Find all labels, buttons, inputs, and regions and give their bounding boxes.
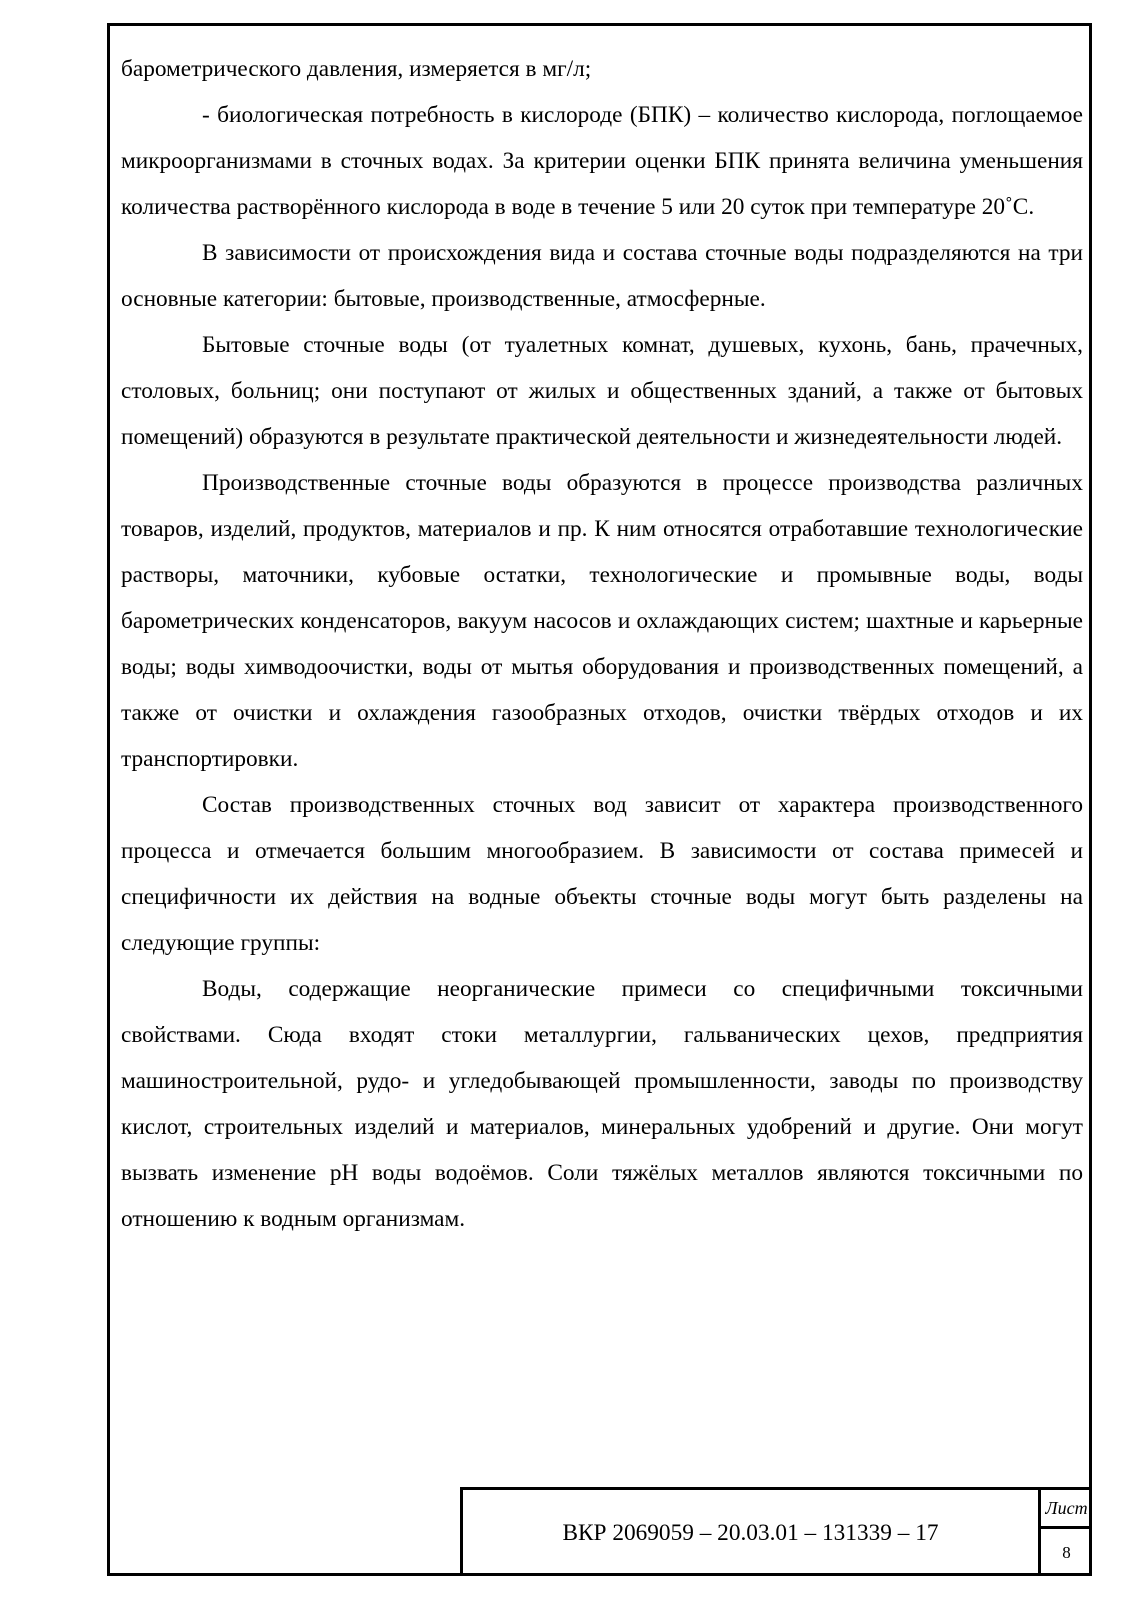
sheet-number: 8 <box>1062 1542 1071 1562</box>
paragraph: Воды, содержащие неорганические примеси со специфичными токсичными свойствами. Сюда входят стоки металлургии, гальванических цехов, предприятия машиностроительной, рудо- и угледобывающей промышленности, заводы по производству кислот, строительных изделий и материалов, минеральных удобрений и другие. Они могут вызвать изменение рН воды водоёмов. Соли тяжёлых металлов являются токсичными по отношению к водным организмам. <box>121 976 1083 1232</box>
paragraph: В зависимости от происхождения вида и состава сточные воды подразделяются на три основные категории: бытовые, производственные, атмосферные. <box>121 240 1083 312</box>
paragraph: Производственные сточные воды образуются в процессе производства различных товаров, изделий, продуктов, материалов и пр. К ним относятся отработавшие технологические растворы, маточники, кубовые остатки, технологические и промывные воды, воды барометрических конденсаторов, вакуум насосов и охлаждающих систем; шахтные и карьерные воды; воды химводоочистки, воды от мытья оборудования и производственных помещений, а также от очистки и охлаждения газообразных отходов, очистки твёрдых отходов и их транспортировки. <box>121 470 1083 772</box>
paragraph: Состав производственных сточных вод зависит от характера производственного процесса и отмечается большим многообразием. В зависимости от состава примесей и специфичности их действия на водные объекты сточные воды могут быть разделены на следующие группы: <box>121 792 1083 956</box>
sheet-label: Лист <box>1041 1490 1092 1529</box>
document-code: ВКР 2069059 – 20.03.01 – 131339 – 17 <box>562 1519 939 1546</box>
title-block-stamp <box>460 1487 1092 1576</box>
body-text <box>121 46 1083 1242</box>
sheet-cell <box>1038 1490 1092 1576</box>
paragraph: - биологическая потребность в кислороде (БПК) – количество кислорода, поглощаемое микроорганизмами в сточных водах. За критерии оценки БПК принята величина уменьшения количества растворённого кислорода в воде в течение 5 или 20 суток при температуре 20˚С. <box>121 102 1083 220</box>
paragraph: барометрического давления, измеряется в мг/л; <box>121 56 592 82</box>
paragraph: Бытовые сточные воды (от туалетных комнат, душевых, кухонь, бань, прачечных, столовых, больниц; они поступают от жилых и общественных зданий, а также от бытовых помещений) образуются в результате практической деятельности и жизнедеятельности людей. <box>121 332 1083 450</box>
